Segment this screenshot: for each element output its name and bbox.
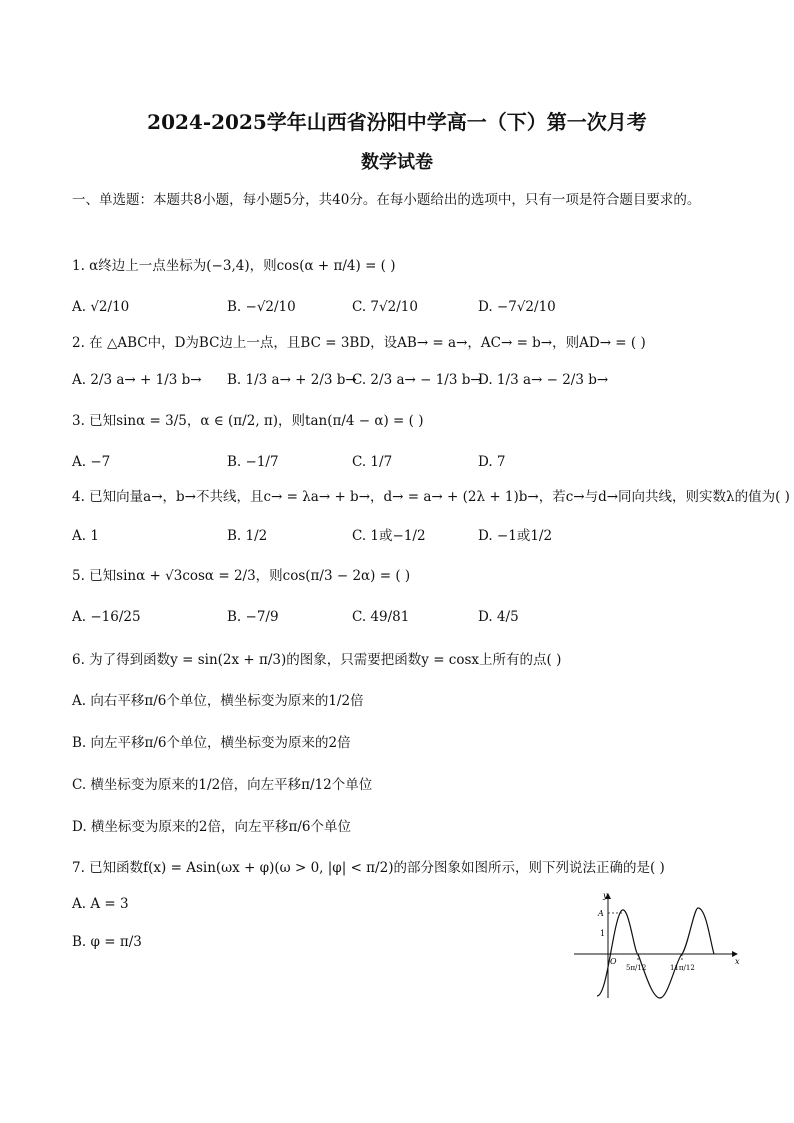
question-3-option-b: B. −1/7	[227, 454, 279, 470]
question-6-stem: 6. 为了得到函数y = sin(2x + π/3)的图象，只需要把函数y = cosx上所有的点( )	[72, 652, 562, 668]
question-1-option-b: B. −√2/10	[227, 299, 296, 315]
question-7-stem: 7. 已知函数f(x) = Asin(ωx + φ)(ω > 0, |φ| < π/2)的部分图象如图所示，则下列说法正确的是( )	[72, 860, 665, 876]
exam-title: 2024-2025学年山西省汾阳中学高一（下）第一次月考	[147, 110, 647, 134]
question-5-option-d: D. 4/5	[478, 609, 519, 625]
question-1-option-a: A. √2/10	[72, 299, 130, 315]
question-1-stem: 1. α终边上一点坐标为(−3,4)，则cos(α + π/4) = ( )	[72, 258, 396, 274]
question-6-option-a: A. 向右平移π/6个单位，横坐标变为原来的1/2倍	[72, 693, 364, 709]
y-axis-label: y	[603, 891, 608, 900]
question-1-option-c: C. 7√2/10	[352, 299, 418, 315]
question-2-option-d: D. 1/3 a→ − 2/3 b→	[478, 372, 609, 388]
sine-graph-figure	[572, 890, 740, 1000]
x-axis-label: x	[735, 957, 740, 966]
question-4-stem: 4. 已知向量a→，b→不共线，且c→ = λa→ + b→，d→ = a→ + (2λ + 1)b→，若c→与d→同向共线，则实数λ的值为( )	[72, 489, 790, 505]
question-3-stem: 3. 已知sinα = 3/5，α ∈ (π/2, π)，则tan(π/4 − α) = ( )	[72, 413, 424, 429]
question-5-option-b: B. −7/9	[227, 609, 279, 625]
amplitude-label: A	[598, 909, 604, 918]
question-7-option-b: B. φ = π/3	[72, 934, 142, 950]
question-6-option-d: D. 横坐标变为原来的2倍，向左平移π/6个单位	[72, 819, 352, 835]
question-4-option-c: C. 1或−1/2	[352, 528, 426, 544]
question-2-option-a: A. 2/3 a→ + 1/3 b→	[72, 372, 202, 388]
question-2-option-c: C. 2/3 a→ − 1/3 b→	[352, 372, 482, 388]
y-one-label: 1	[600, 929, 606, 938]
question-7-option-a: A. A = 3	[72, 896, 129, 912]
question-3-option-c: C. 1/7	[352, 454, 393, 470]
question-4-option-d: D. −1或1/2	[478, 528, 553, 544]
origin-label: O	[610, 957, 617, 966]
exam-subtitle: 数学试卷	[361, 152, 433, 173]
question-5-option-a: A. −16/25	[72, 609, 141, 625]
question-6-option-c: C. 横坐标变为原来的1/2倍，向左平移π/12个单位	[72, 777, 373, 793]
question-6-option-b: B. 向左平移π/6个单位，横坐标变为原来的2倍	[72, 735, 351, 751]
question-3-option-a: A. −7	[72, 454, 111, 470]
question-2-stem: 2. 在 △ABC中，D为BC边上一点，且BC = 3BD，设AB→ = a→，AC→ = b→，则AD→ = ( )	[72, 335, 646, 351]
section-heading: 一、单选题：本题共8小题，每小题5分，共40分。在每小题给出的选项中，只有一项是符合题目要求的。	[72, 192, 701, 208]
question-5-option-c: C. 49/81	[352, 609, 410, 625]
x-tick-label-1: 5π/12	[626, 964, 647, 972]
question-4-option-a: A. 1	[72, 528, 99, 544]
question-4-option-b: B. 1/2	[227, 528, 268, 544]
question-5-stem: 5. 已知sinα + √3cosα = 2/3，则cos(π/3 − 2α) = ( )	[72, 568, 411, 584]
sine-curve	[597, 908, 714, 998]
question-1-option-d: D. −7√2/10	[478, 299, 556, 315]
question-2-option-b: B. 1/3 a→ + 2/3 b→	[227, 372, 357, 388]
question-3-option-d: D. 7	[478, 454, 506, 470]
x-tick-label-2: 11π/12	[670, 964, 695, 972]
